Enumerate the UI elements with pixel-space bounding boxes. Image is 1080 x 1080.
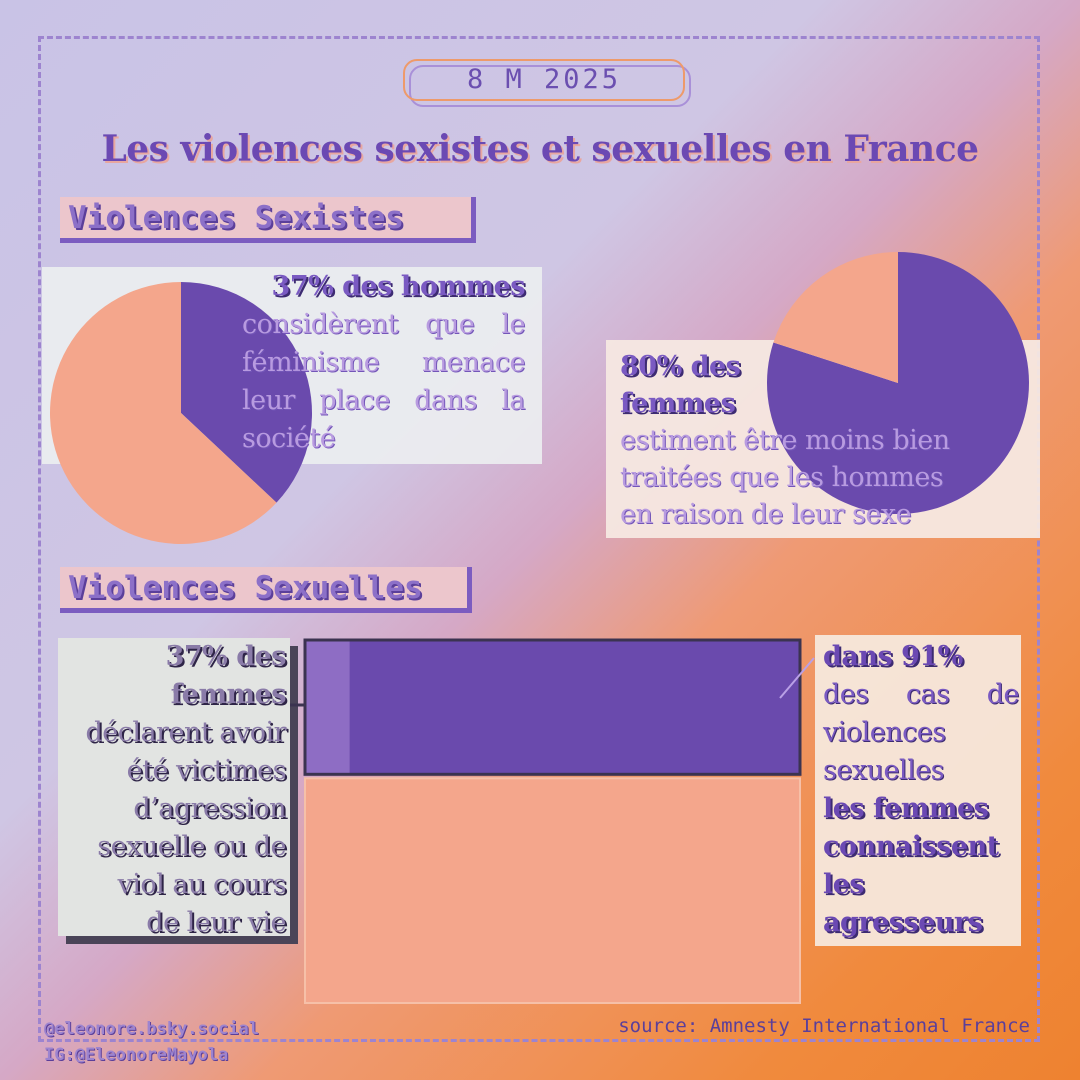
stat-aggressors-line: sexuelles [823,755,945,786]
section-label-sexistes: Violences Sexistes [60,197,476,243]
stat-aggressors-line: les [823,869,865,900]
stat-men-line: société [242,423,336,454]
stat-aggressors-line: violences [823,717,946,748]
stat-men-highlight: 37% des hommes [271,271,525,302]
stat-aggressors-text [823,638,1019,942]
stat-assault-line: d’agression [133,793,286,824]
stat-assault-line: viol au cours [117,869,286,900]
stat-aggressors-line: agresseurs [823,907,983,938]
area-chart-group [290,640,814,1003]
date-pill: 8 M 2025 [403,59,685,101]
stat-assault-highlight: 37% des [165,641,286,672]
stat-women-highlight: 80% des [620,351,741,382]
stat-aggressors-line-text: des cas de [823,679,1019,710]
area-band-others [305,778,800,1003]
stat-assault-line: été victimes [126,755,286,786]
stat-men-line: féminisme menace [242,347,525,378]
stat-aggressors-line: dans 91% [823,641,963,672]
handle-bsky[interactable]: @eleonore.bsky.social [44,1019,259,1039]
handle-ig[interactable]: IG:@EleonoreMayola [44,1045,229,1065]
stat-aggressors-line [823,676,1019,714]
page-title: Les violences sexistes et sexuelles en France [101,128,979,170]
stat-assault-line: de leur vie [146,907,286,938]
stat-men-line: leur place dans la [242,385,525,416]
stat-assault-line: sexuelle ou de [97,831,286,862]
section-label-sexuelles: Violences Sexuelles [60,567,472,613]
stat-men-line: considèrent que le [242,309,525,340]
source-text: source: Amnesty International France [618,1015,1030,1037]
stat-assault-highlight: femmes [170,679,286,710]
stat-women-line: estiment être moins bien [620,425,950,456]
stat-women-line: en raison de leur sexe [620,499,912,530]
stat-aggressors-line: les femmes [823,793,989,824]
area-band-known-aggressor [350,640,800,774]
stat-aggressors-line: connaissent [823,831,999,862]
stat-women-line: traitées que les hommes [620,462,944,493]
stat-women-highlight: femmes [620,388,736,419]
area-band-unknown-aggressor [305,640,350,774]
stat-assault-line: déclarent avoir [85,717,286,748]
